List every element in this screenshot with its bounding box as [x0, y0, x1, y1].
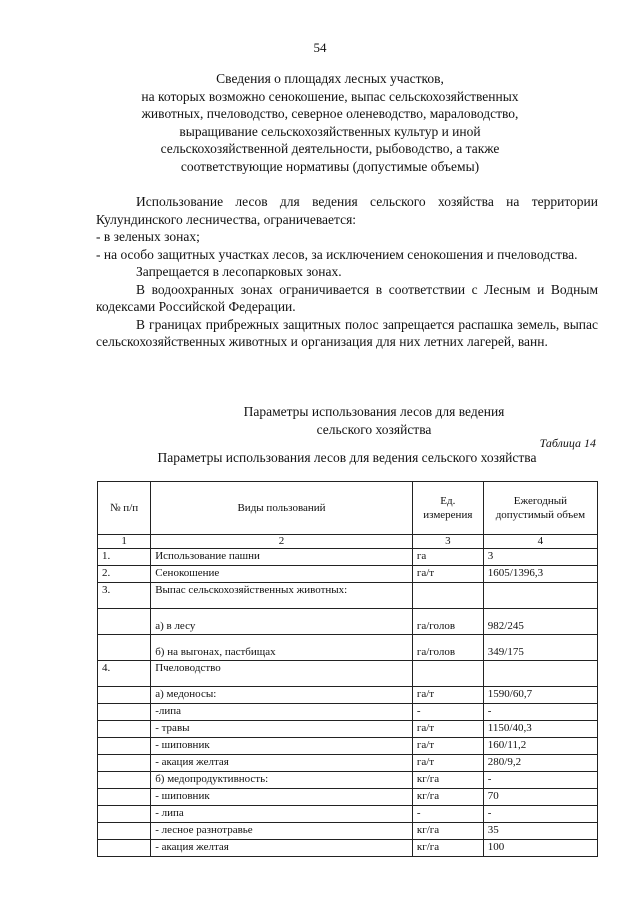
row-kind: - шиповник — [151, 789, 413, 806]
heading-line: соответствующие нормативы (допустимые объемы) — [180, 158, 480, 174]
row-unit: га/голов — [412, 609, 483, 635]
column-number: 2 — [151, 535, 413, 549]
row-kind: Использование пашни — [151, 549, 413, 566]
table-row — [98, 549, 598, 566]
table-row — [98, 823, 598, 840]
row-kind: б) на выгонах, пастбищах — [151, 635, 413, 661]
row-unit: кг/га — [412, 840, 483, 857]
row-unit: - — [412, 806, 483, 823]
table-row — [98, 755, 598, 772]
row-number — [98, 789, 151, 806]
row-volume: - — [483, 704, 597, 721]
row-unit: га/т — [412, 566, 483, 583]
row-number: 3. — [98, 583, 151, 609]
table-body — [98, 549, 598, 857]
paragraph: - на особо защитных участках лесов, за исключением сенокошения и пчеловодства. — [96, 246, 578, 262]
row-number — [98, 738, 151, 755]
table-row — [98, 704, 598, 721]
table-row — [98, 583, 598, 609]
row-number: 1. — [98, 549, 151, 566]
row-volume: 3 — [483, 549, 597, 566]
table-row — [98, 566, 598, 583]
table-row — [98, 635, 598, 661]
table-number: Таблица 14 — [539, 436, 596, 450]
row-kind: Сенокошение — [151, 566, 413, 583]
row-volume — [483, 661, 597, 687]
heading-line: на которых возможно сенокошение, выпас сельскохозяйственных — [141, 88, 519, 104]
column-number: 3 — [412, 535, 483, 549]
row-volume: 1605/1396,3 — [483, 566, 597, 583]
row-kind: а) медоносы: — [151, 687, 413, 704]
row-unit — [412, 583, 483, 609]
body-text — [96, 193, 598, 351]
row-kind: - травы — [151, 721, 413, 738]
heading-line: Сведения о площадях лесных участков, — [216, 71, 444, 86]
row-unit: га/т — [412, 755, 483, 772]
row-unit — [412, 661, 483, 687]
row-number — [98, 704, 151, 721]
row-number — [98, 806, 151, 823]
heading-line: животных, пчеловодство, северное оленеводство, мараловодство, — [141, 106, 519, 121]
row-volume: - — [483, 772, 597, 789]
row-volume: 349/175 — [483, 635, 597, 661]
row-kind: Пчеловодство — [151, 661, 413, 687]
heading-line: сельскохозяйственной деятельности, рыбоводство, а также — [160, 141, 500, 156]
row-kind: - шиповник — [151, 738, 413, 755]
subheading-line: Параметры использования лесов для ведения — [243, 404, 505, 419]
row-number — [98, 687, 151, 704]
table-row — [98, 806, 598, 823]
table-row — [98, 789, 598, 806]
row-unit: га/т — [412, 721, 483, 738]
page-number: 54 — [313, 40, 327, 55]
row-volume: 1590/60,7 — [483, 687, 597, 704]
header-kind: Виды пользований — [151, 482, 413, 535]
row-kind: а) в лесу — [151, 609, 413, 635]
table-row — [98, 687, 598, 704]
subheading-line: сельского хозяйства — [316, 421, 432, 437]
paragraph: В границах прибрежных защитных полос запрещается распашка земель, выпас сельскохозяйственных животных и организация для них летних лагерей, ванн. — [96, 316, 598, 349]
row-number — [98, 609, 151, 635]
row-unit: кг/га — [412, 823, 483, 840]
table-title: Параметры использования лесов для ведения сельского хозяйства — [157, 450, 537, 465]
row-unit: - — [412, 704, 483, 721]
row-volume: 982/245 — [483, 609, 597, 635]
row-kind: Выпас сельскохозяйственных животных: — [151, 583, 413, 609]
table-row — [98, 738, 598, 755]
subheading — [200, 403, 548, 438]
table-row — [98, 661, 598, 687]
heading-line: выращивание сельскохозяйственных культур и иной — [179, 123, 481, 139]
row-number — [98, 840, 151, 857]
row-volume: 100 — [483, 840, 597, 857]
row-number — [98, 755, 151, 772]
row-volume: 70 — [483, 789, 597, 806]
row-volume: 1150/40,3 — [483, 721, 597, 738]
row-unit: кг/га — [412, 772, 483, 789]
table-row — [98, 840, 598, 857]
row-volume — [483, 583, 597, 609]
header-volume: Ежегодный допустимый объем — [483, 482, 597, 535]
row-volume: - — [483, 806, 597, 823]
table-row — [98, 609, 598, 635]
row-volume: 280/9,2 — [483, 755, 597, 772]
row-unit: га/голов — [412, 635, 483, 661]
row-kind: - липа — [151, 806, 413, 823]
row-unit: га/т — [412, 687, 483, 704]
row-number: 2. — [98, 566, 151, 583]
paragraph: Запрещается в лесопарковых зонах. — [136, 264, 342, 279]
row-number — [98, 823, 151, 840]
table-row — [98, 772, 598, 789]
row-kind: -липа — [151, 704, 413, 721]
row-volume: 35 — [483, 823, 597, 840]
row-unit: га — [412, 549, 483, 566]
paragraph: Использование лесов для ведения сельского хозяйства на территории Кулундинского лесничества, ограничевается: — [96, 194, 598, 227]
row-kind: - акация желтая — [151, 840, 413, 857]
header-unit: Ед. измерения — [412, 482, 483, 535]
column-number: 4 — [483, 535, 597, 549]
row-unit: га/т — [412, 738, 483, 755]
row-kind: - акация желтая — [151, 755, 413, 772]
row-kind: б) медопродуктивность: — [151, 772, 413, 789]
row-kind: - лесное разнотравье — [151, 823, 413, 840]
row-number — [98, 635, 151, 661]
header-number: № п/п — [98, 482, 151, 535]
row-number — [98, 772, 151, 789]
table-header-row — [98, 482, 598, 535]
section-heading — [90, 70, 570, 175]
row-number: 4. — [98, 661, 151, 687]
paragraph: В водоохранных зонах ограничивается в соответствии с Лесным и Водным кодексами Российской Федерации. — [96, 281, 598, 314]
paragraph: - в зеленых зонах; — [96, 229, 200, 244]
table-row — [98, 721, 598, 738]
column-number-row — [98, 535, 598, 549]
row-volume: 160/11,2 — [483, 738, 597, 755]
row-unit: кг/га — [412, 789, 483, 806]
parameters-table — [97, 481, 598, 857]
row-number — [98, 721, 151, 738]
column-number: 1 — [98, 535, 151, 549]
